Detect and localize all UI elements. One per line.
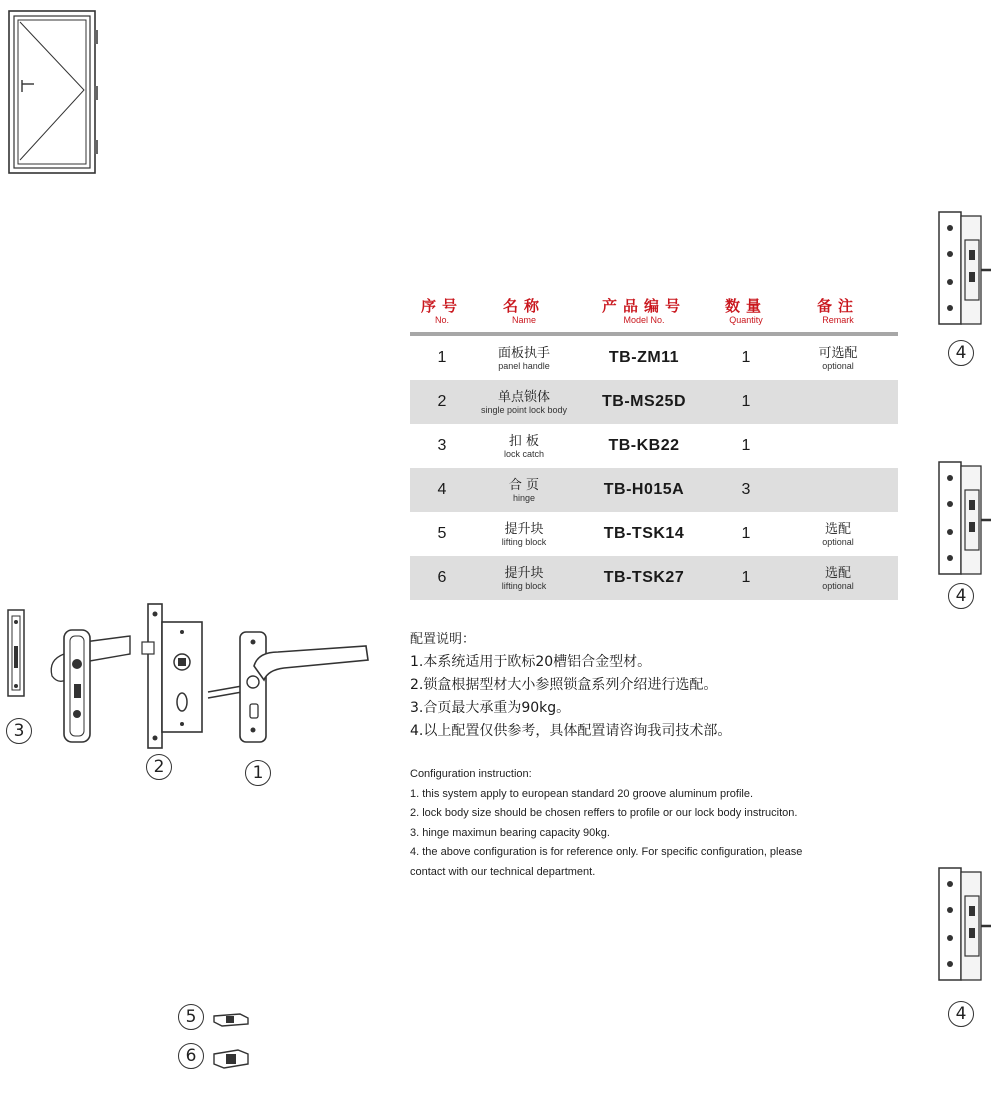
row-no: 1: [437, 349, 447, 366]
row-name: [474, 346, 574, 371]
row-no: 4: [437, 481, 447, 498]
config-cn-line: 3.合页最大承重为90kg。: [410, 700, 571, 716]
config-en-title: Configuration instruction:: [410, 768, 532, 780]
row-name-cn: 提升块: [504, 565, 544, 581]
config-cn-line: 4.以上配置仅供参考，具体配置请咨询我司技术部。: [410, 723, 732, 739]
row-remark-en: optional: [822, 536, 854, 547]
table-header: [410, 298, 898, 336]
row-model: TB-TSK14: [603, 525, 685, 542]
row-no: 3: [437, 437, 447, 454]
hinge-icon: [937, 210, 995, 328]
row-remark-cn: 选配: [824, 565, 851, 581]
row-quantity: 3: [741, 481, 751, 498]
row-name-en: lifting block: [501, 580, 547, 591]
row-model: TB-H015A: [603, 481, 685, 498]
config-en-line: 1. this system apply to european standard 20 groove aluminum profile.: [410, 787, 754, 800]
callout-lock-body: 2: [146, 754, 172, 780]
header-quantity: [714, 298, 778, 332]
config-cn-title: 配置说明：: [410, 632, 476, 647]
callout-lifting-block-1: 5: [178, 1004, 204, 1030]
table-row: [410, 556, 898, 600]
row-remark-en: optional: [822, 360, 854, 371]
hinge-icon: [937, 866, 995, 984]
row-quantity: 1: [741, 569, 751, 586]
row-quantity: 1: [741, 393, 751, 410]
lifting-block-icon: [212, 1010, 252, 1030]
row-name: [474, 478, 574, 503]
header-no-en: No.: [434, 315, 449, 325]
config-en-line: 2. lock body size should be chosen reffers to profile or our lock body instruciton.: [410, 807, 798, 819]
config-notes-en: [410, 765, 910, 882]
row-quantity: 1: [741, 437, 751, 454]
row-name-cn: 扣 板: [508, 433, 540, 449]
header-quantity-cn: 数量: [724, 297, 767, 315]
header-name: [474, 298, 574, 332]
row-name-cn: 合 页: [508, 477, 540, 493]
callout-panel-handle: 1: [245, 760, 271, 786]
table-row: [410, 424, 898, 468]
row-name: [474, 522, 574, 547]
row-model: TB-MS25D: [601, 393, 686, 410]
row-model: TB-TSK27: [603, 569, 685, 586]
lifting-block-icon: [212, 1046, 252, 1070]
row-name: [474, 434, 574, 459]
config-cn-line: 1.本系统适用于欧标20槽铝合金型材。: [410, 654, 652, 670]
row-remark-en: optional: [822, 580, 854, 591]
lock-body-icon: [140, 602, 206, 752]
header-name-en: Name: [511, 315, 536, 325]
config-notes-cn: [410, 628, 731, 743]
row-remark-cn: 可选配: [818, 345, 858, 361]
header-model-en: Model No.: [623, 315, 665, 325]
callout-hinge-bottom: 4: [948, 1001, 974, 1027]
row-model: TB-ZM11: [608, 349, 680, 366]
lock-catch-icon: [6, 608, 28, 700]
header-model-cn: 产品编号: [601, 297, 686, 315]
row-remark-cn: 选配: [824, 521, 851, 537]
row-remark: [778, 566, 898, 591]
header-name-cn: 名称: [502, 297, 545, 315]
row-name: [474, 390, 574, 415]
row-model: TB-KB22: [608, 437, 680, 454]
row-quantity: 1: [741, 349, 751, 366]
config-en-line: 3. hinge maximun bearing capacity 90kg.: [410, 826, 610, 839]
callout-lifting-block-2: 6: [178, 1043, 204, 1069]
row-name-cn: 面板执手: [497, 345, 550, 361]
table-row: [410, 468, 898, 512]
table-row: [410, 380, 898, 424]
row-name-cn: 单点锁体: [497, 389, 550, 405]
header-remark: [778, 298, 898, 332]
row-name-en: hinge: [512, 492, 536, 503]
header-no-cn: 序号: [420, 297, 463, 315]
header-remark-en: Remark: [822, 315, 854, 325]
config-en-line: contact with our technical department.: [410, 865, 596, 878]
row-remark: [778, 346, 898, 371]
table-row: [410, 336, 898, 380]
row-remark: [778, 522, 898, 547]
door-elevation-icon: [8, 10, 100, 176]
header-remark-cn: 备注: [816, 297, 859, 315]
row-name-en: single point lock body: [480, 404, 568, 415]
row-no: 2: [437, 393, 447, 410]
panel-handle-icon: [44, 624, 134, 746]
row-quantity: 1: [741, 525, 751, 542]
header-no: [410, 298, 474, 332]
header-model: [574, 298, 714, 332]
callout-hinge-mid: 4: [948, 583, 974, 609]
row-no: 6: [437, 569, 447, 586]
row-no: 5: [437, 525, 447, 542]
hinge-icon: [937, 460, 995, 578]
table-row: [410, 512, 898, 556]
row-name-cn: 提升块: [504, 521, 544, 537]
callout-hinge-top: 4: [948, 340, 974, 366]
config-en-line: 4. the above configuration is for reference only. For specific configuration, please: [410, 846, 803, 858]
callout-lock-catch: 3: [6, 718, 32, 744]
configuration-table: [410, 298, 898, 600]
header-quantity-en: Quantity: [729, 315, 763, 325]
row-name-en: lock catch: [503, 448, 545, 459]
row-name-en: lifting block: [501, 536, 547, 547]
config-cn-line: 2.锁盒根据型材大小参照锁盒系列介绍进行选配。: [410, 677, 718, 693]
row-name: [474, 566, 574, 591]
row-name-en: panel handle: [498, 360, 550, 371]
panel-handle-icon: [206, 626, 372, 746]
